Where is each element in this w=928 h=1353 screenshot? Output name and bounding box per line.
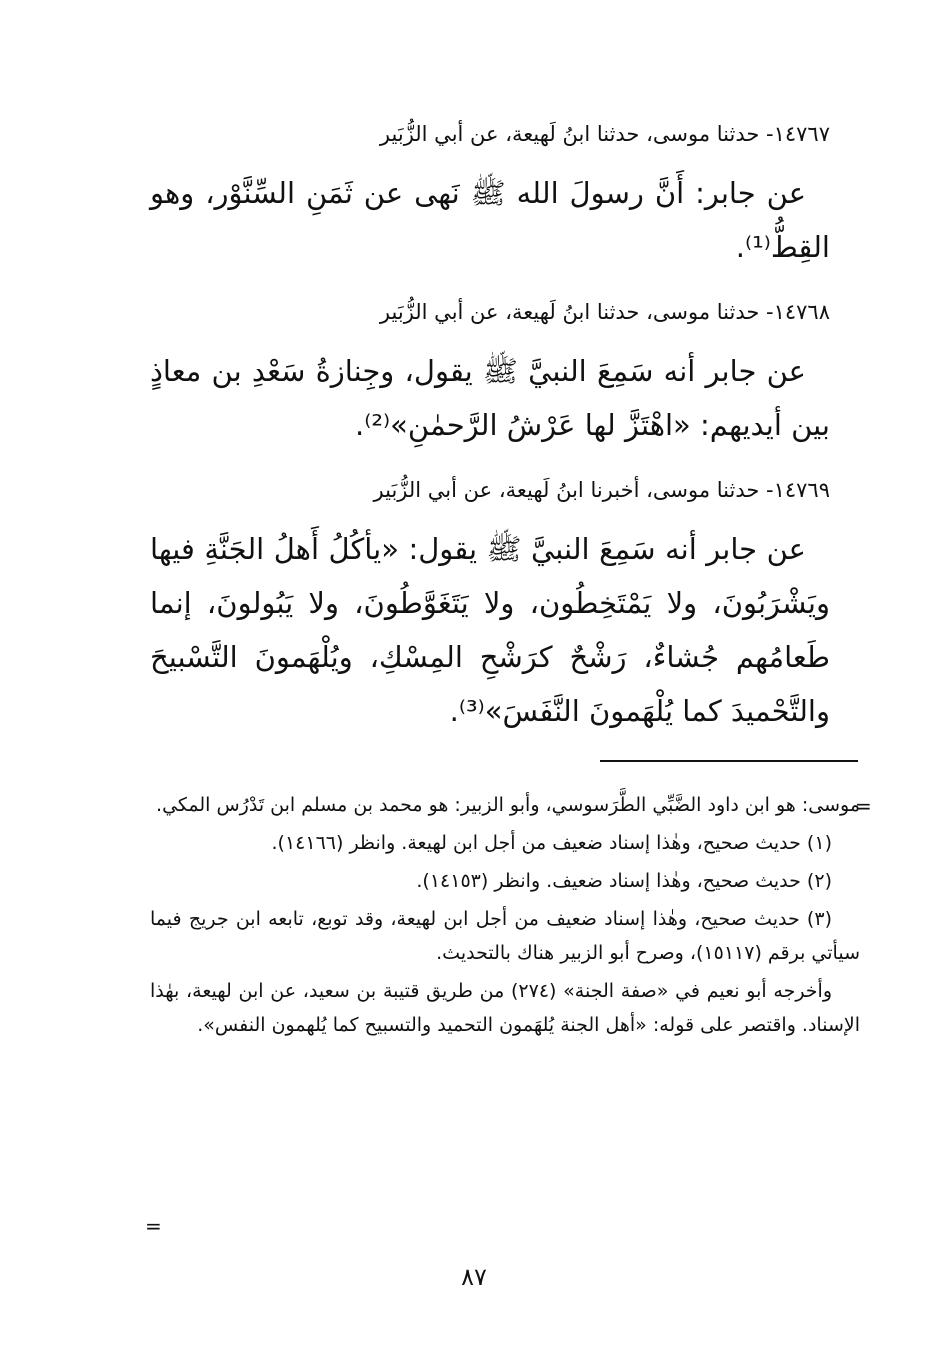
footnote-continuation-mark-bottom: = <box>145 1214 162 1238</box>
hadith-header-14768: ١٤٧٦٨- حدثنا موسى، حدثنا ابنُ لَهيعة، عن أبي الزُّبَير <box>379 300 830 324</box>
page-number: ٨٧ <box>461 1263 487 1291</box>
footnote-carryover: موسى: هو ابن داود الضَّبِّي الطَّرَسوسي، وأبو الزبير: هو محمد بن مسلم ابن تَدْرُس المكي. <box>156 794 860 816</box>
footnote-3-continued: وأخرجه أبو نعيم في «صفة الجنة» (٢٧٤) من طريق قتيبة بن سعيد، عن ابن لهيعة، بهٰذا الإسناد. واقتصر على قوله: «أهل الجنة يُلهَمون التحميد والتسبيح كما يُلهمون النفس». <box>150 980 860 1036</box>
hadith-text-14767: عن جابر: أَنَّ رسولَ الله ﷺ نَهى عن ثَمَنِ السِّنَّوْر، وهو القِطُّ⁽¹⁾. <box>150 176 830 264</box>
hadith-header-14767: ١٤٧٦٧- حدثنا موسى، حدثنا ابنُ لَهيعة، عن أبي الزُّبَير <box>379 122 830 146</box>
hadith-text-14768: عن جابر أنه سَمِعَ النبيَّ ﷺ يقول، وجِنازةُ سَعْدِ بن معاذٍ بين أيديهم: «اهْتَزَّ لها عَرْشُ الرَّحمٰنِ»⁽²⁾. <box>150 354 830 442</box>
main-text <box>150 112 830 754</box>
footnote-1: (١) حديث صحيح، وهٰذا إسناد ضعيف من أجل ابن لهيعة. وانظر (١٤١٦٦). <box>271 832 832 854</box>
footnote-separator <box>600 760 858 762</box>
footnotes <box>150 788 860 1046</box>
footnote-2: (٢) حديث صحيح، وهٰذا إسناد ضعيف. وانظر (١٤١٥٣). <box>416 870 832 892</box>
hadith-text-14769: عن جابر أنه سَمِعَ النبيَّ ﷺ يقول: «يأكُلُ أَهلُ الجَنَّةِ فيها ويَشْرَبُونَ، ولا يَمْتَخِطُون، ولا يَتَغَوَّطُونَ، ولا يَبُولونَ، إنما طَعامُهم جُشاءٌ، رَشْحٌ كرَشْحِ المِسْكِ، ويُلْهَمونَ التَّسْبيحَ والتَّحْميدَ كما يُلْهَمونَ النَّفَسَ»⁽³⁾. <box>150 532 830 728</box>
footnote-3: (٣) حديث صحيح، وهٰذا إسناد ضعيف من أجل ابن لهيعة، وقد توبع، تابعه ابن جريج فيما سيأتي برقم (١٥١١٧)، وصرح أبو الزبير هناك بالتحديث. <box>150 908 860 964</box>
footnote-continuation-mark-top: = <box>855 794 872 818</box>
hadith-header-14769: ١٤٧٦٩- حدثنا موسى، أخبرنا ابنُ لَهيعة، عن أبي الزُّبَير <box>373 478 830 502</box>
